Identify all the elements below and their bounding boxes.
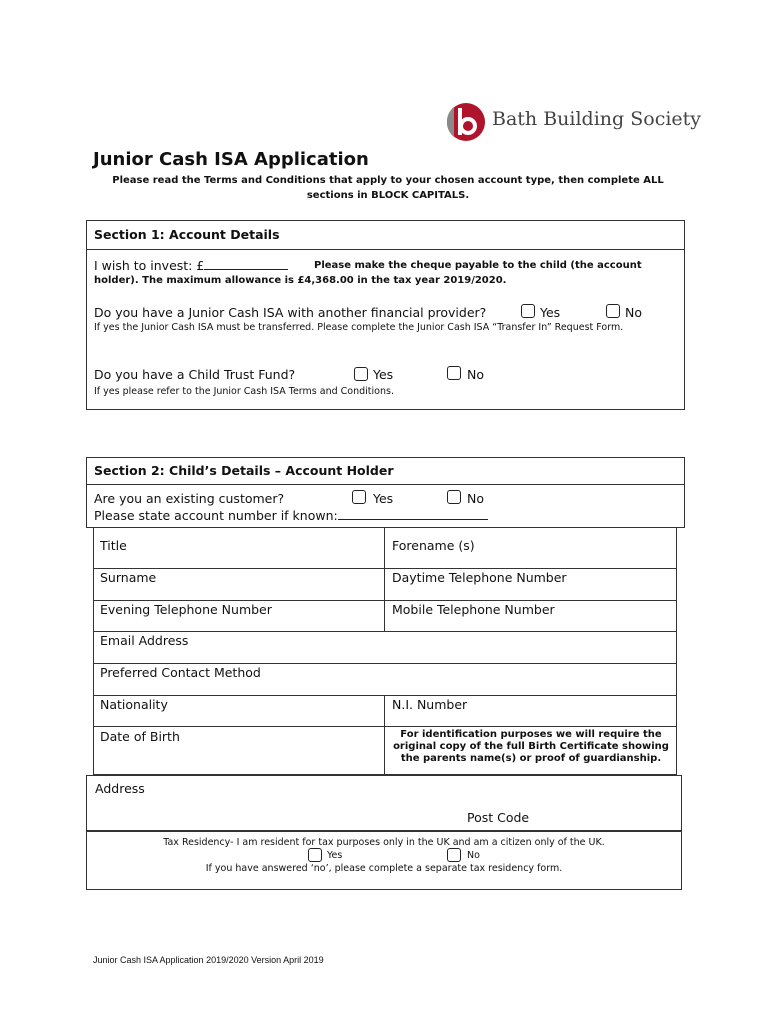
- ctf-question: Do you have a Child Trust Fund?: [94, 367, 296, 382]
- grid-line: [93, 695, 677, 696]
- title-field[interactable]: Title: [100, 538, 127, 553]
- email-field[interactable]: Email Address: [100, 633, 189, 648]
- existing-customer-no-label: No: [467, 491, 484, 506]
- tax-yes-label: Yes: [327, 850, 343, 861]
- ctf-yes-label: Yes: [373, 367, 394, 382]
- ctf-no-checkbox[interactable]: [447, 366, 461, 380]
- invest-amount-field[interactable]: [204, 258, 288, 270]
- page-title: Junior Cash ISA Application: [93, 149, 369, 170]
- invest-note-b: holder). The maximum allowance is £4,368.00 in the tax year 2019/2020.: [94, 275, 507, 286]
- grid-line: [93, 726, 677, 727]
- ni-number-field[interactable]: N.I. Number: [392, 697, 468, 712]
- other-isa-no-label: No: [625, 305, 642, 320]
- tax-no-checkbox[interactable]: [447, 848, 461, 862]
- contact-method-field[interactable]: Preferred Contact Method: [100, 665, 261, 680]
- existing-customer-yes-checkbox[interactable]: [352, 490, 366, 504]
- ctf-no-label: No: [467, 367, 484, 382]
- other-isa-note: If yes the Junior Cash ISA must be transferred. Please complete the Junior Cash ISA “Transfer In” Request Form.: [94, 322, 624, 333]
- tax-no-label: No: [467, 850, 480, 861]
- address-field[interactable]: Address: [95, 781, 145, 796]
- address-box: [86, 775, 682, 831]
- daytime-phone-field[interactable]: Daytime Telephone Number: [392, 570, 567, 585]
- ctf-note: If yes please refer to the Junior Cash ISA Terms and Conditions.: [94, 386, 394, 397]
- mobile-phone-field[interactable]: Mobile Telephone Number: [392, 602, 555, 617]
- nationality-field[interactable]: Nationality: [100, 697, 168, 712]
- id-requirement-note: For identification purposes we will require the original copy of the full Birth Certificate showing the parents name(s) or proof of guardianship.: [393, 729, 669, 764]
- forename-field[interactable]: Forename (s): [392, 538, 475, 553]
- footer-version: Junior Cash ISA Application 2019/2020 Version April 2019: [93, 955, 324, 965]
- invest-row: [94, 258, 288, 273]
- grid-line: [93, 631, 677, 632]
- tax-residency-statement: Tax Residency- I am resident for tax purposes only in the UK and am a citizen only of the UK.: [163, 837, 605, 848]
- tax-yes-checkbox[interactable]: [308, 848, 322, 862]
- section-2-divider: [86, 484, 685, 485]
- other-isa-yes-label: Yes: [540, 305, 561, 320]
- account-number-row: [94, 508, 488, 523]
- brand-name: Bath Building Society: [492, 108, 702, 130]
- date-of-birth-field[interactable]: Date of Birth: [100, 729, 180, 744]
- evening-phone-field[interactable]: Evening Telephone Number: [100, 602, 272, 617]
- section-1-heading: Section 1: Account Details: [94, 227, 280, 242]
- grid-line: [93, 600, 677, 601]
- existing-customer-no-checkbox[interactable]: [447, 490, 461, 504]
- invest-note-a: Please make the cheque payable to the child (the account: [314, 260, 642, 271]
- bath-building-society-logo-icon: [444, 101, 486, 143]
- ctf-yes-checkbox[interactable]: [354, 367, 368, 381]
- other-isa-yes-checkbox[interactable]: [521, 304, 535, 318]
- grid-col-line: [384, 695, 385, 775]
- intro-text: Please read the Terms and Conditions that apply to your chosen account type, then complete ALL sections in BLOCK CAPITALS.: [112, 175, 664, 201]
- grid-col-line: [384, 528, 385, 631]
- existing-customer-yes-label: Yes: [373, 491, 394, 506]
- tax-residency-note: If you have answered ‘no’, please complete a separate tax residency form.: [205, 863, 563, 874]
- grid-line: [93, 568, 677, 569]
- post-code-field[interactable]: Post Code: [467, 810, 530, 825]
- surname-field[interactable]: Surname: [100, 570, 157, 585]
- other-isa-question: Do you have a Junior Cash ISA with another financial provider?: [94, 305, 487, 320]
- account-number-field[interactable]: [338, 508, 488, 520]
- grid-line: [93, 663, 677, 664]
- other-isa-no-checkbox[interactable]: [606, 304, 620, 318]
- section-2-heading: Section 2: Child’s Details – Account Holder: [94, 463, 394, 478]
- existing-customer-question: Are you an existing customer?: [94, 491, 285, 506]
- invest-label: I wish to invest: £: [94, 258, 205, 273]
- account-number-label: Please state account number if known:: [94, 508, 338, 523]
- section-1-divider: [86, 249, 685, 250]
